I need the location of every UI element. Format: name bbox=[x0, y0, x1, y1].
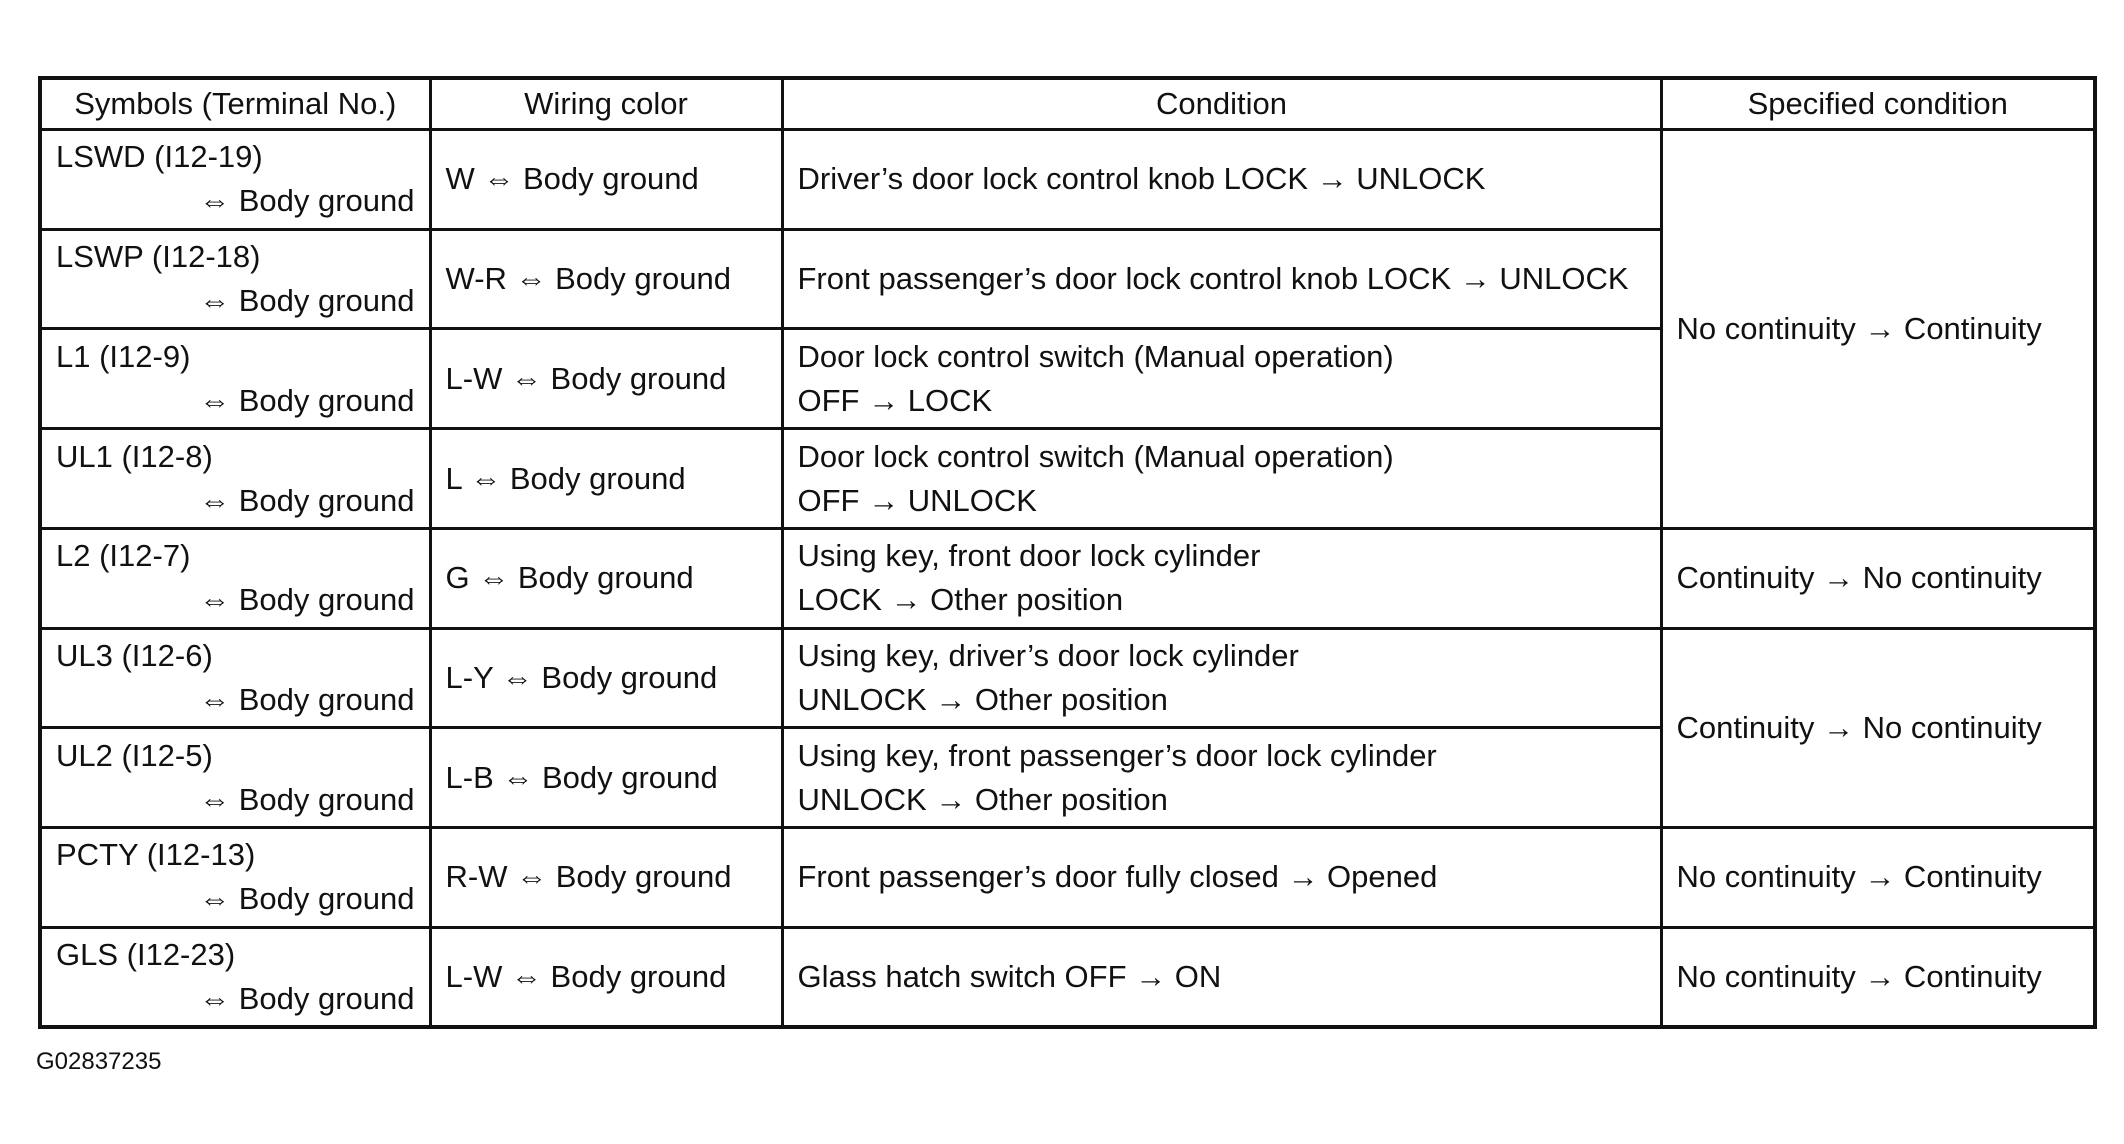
symbol-ground: ⇔ Body ground bbox=[199, 881, 415, 917]
condition-line: Using key, front passenger’s door lock cylinder bbox=[797, 737, 1437, 773]
header-condition: Condition bbox=[782, 78, 1661, 130]
condition-cell bbox=[782, 628, 1661, 728]
symbol-cell bbox=[40, 528, 430, 628]
symbol-terminal: L1 (I12-9) bbox=[56, 338, 191, 374]
table-header-row bbox=[40, 78, 2095, 130]
condition-cell bbox=[782, 429, 1661, 529]
header-symbols: Symbols (Terminal No.) bbox=[40, 78, 430, 130]
specified-condition-cell: Continuity → No continuity bbox=[1661, 528, 2095, 628]
symbol-ground: ⇔ Body ground bbox=[199, 183, 415, 219]
condition-line: OFF → UNLOCK bbox=[797, 482, 1037, 518]
symbol-terminal: LSWD (I12-19) bbox=[56, 139, 263, 175]
condition-line: Glass hatch switch OFF → ON bbox=[797, 958, 1222, 994]
symbol-cell bbox=[40, 828, 430, 928]
condition-line: Front passenger’s door fully closed → Opened bbox=[797, 859, 1438, 895]
symbol-ground: ⇔ Body ground bbox=[199, 482, 415, 518]
symbol-cell bbox=[40, 429, 430, 529]
wiring-cell: L-B ⇔ Body ground bbox=[430, 728, 782, 828]
symbol-terminal: L2 (I12-7) bbox=[56, 538, 191, 574]
condition-line: Door lock control switch (Manual operation) bbox=[797, 338, 1394, 374]
wiring-cell: R-W ⇔ Body ground bbox=[430, 828, 782, 928]
condition-cell bbox=[782, 229, 1661, 329]
condition-line: Door lock control switch (Manual operation) bbox=[797, 438, 1394, 474]
symbol-terminal: UL2 (I12-5) bbox=[56, 737, 213, 773]
header-specified-condition: Specified condition bbox=[1661, 78, 2095, 130]
symbol-cell bbox=[40, 728, 430, 828]
condition-line: Front passenger’s door lock control knob LOCK → UNLOCK bbox=[797, 261, 1629, 297]
wiring-cell: G ⇔ Body ground bbox=[430, 528, 782, 628]
header-wiring-color: Wiring color bbox=[430, 78, 782, 130]
table-row bbox=[40, 828, 2095, 928]
specified-condition-cell: No continuity → Continuity bbox=[1661, 828, 2095, 928]
symbol-ground: ⇔ Body ground bbox=[199, 681, 415, 717]
condition-cell bbox=[782, 329, 1661, 429]
wiring-cell: L-W ⇔ Body ground bbox=[430, 329, 782, 429]
symbol-terminal: UL3 (I12-6) bbox=[56, 637, 213, 673]
wiring-cell: L-W ⇔ Body ground bbox=[430, 927, 782, 1027]
condition-cell bbox=[782, 728, 1661, 828]
table-row bbox=[40, 628, 2095, 728]
symbol-ground: ⇔ Body ground bbox=[199, 781, 415, 817]
table-row bbox=[40, 130, 2095, 230]
wiring-cell: W ⇔ Body ground bbox=[430, 130, 782, 230]
figure-id-label: G02837235 bbox=[36, 1048, 162, 1075]
condition-cell bbox=[782, 927, 1661, 1027]
wiring-cell: L ⇔ Body ground bbox=[430, 429, 782, 529]
terminal-continuity-table bbox=[38, 76, 2097, 1029]
symbol-cell bbox=[40, 229, 430, 329]
condition-cell bbox=[782, 528, 1661, 628]
symbol-terminal: LSWP (I12-18) bbox=[56, 239, 261, 275]
condition-line: UNLOCK → Other position bbox=[797, 681, 1168, 717]
specified-condition-cell: No continuity → Continuity bbox=[1661, 927, 2095, 1027]
wiring-cell: L-Y ⇔ Body ground bbox=[430, 628, 782, 728]
wiring-cell: W-R ⇔ Body ground bbox=[430, 229, 782, 329]
symbol-ground: ⇔ Body ground bbox=[199, 382, 415, 418]
symbol-terminal: PCTY (I12-13) bbox=[56, 837, 256, 873]
symbol-cell bbox=[40, 329, 430, 429]
symbol-terminal: GLS (I12-23) bbox=[56, 936, 236, 972]
table-row bbox=[40, 927, 2095, 1027]
condition-cell bbox=[782, 828, 1661, 928]
symbol-ground: ⇔ Body ground bbox=[199, 980, 415, 1016]
symbol-cell bbox=[40, 927, 430, 1027]
condition-line: LOCK → Other position bbox=[797, 582, 1124, 618]
symbol-cell bbox=[40, 130, 430, 230]
symbol-cell bbox=[40, 628, 430, 728]
symbol-terminal: UL1 (I12-8) bbox=[56, 438, 213, 474]
symbol-ground: ⇔ Body ground bbox=[199, 582, 415, 618]
specified-condition-cell: Continuity → No continuity bbox=[1661, 628, 2095, 827]
table-row bbox=[40, 528, 2095, 628]
condition-line: Using key, front door lock cylinder bbox=[797, 538, 1261, 574]
condition-cell bbox=[782, 130, 1661, 230]
specified-condition-cell: No continuity → Continuity bbox=[1661, 130, 2095, 529]
condition-line: OFF → LOCK bbox=[797, 382, 993, 418]
condition-line: Driver’s door lock control knob LOCK → UNLOCK bbox=[797, 161, 1486, 197]
symbol-ground: ⇔ Body ground bbox=[199, 283, 415, 319]
condition-line: Using key, driver’s door lock cylinder bbox=[797, 637, 1299, 673]
condition-line: UNLOCK → Other position bbox=[797, 781, 1168, 817]
